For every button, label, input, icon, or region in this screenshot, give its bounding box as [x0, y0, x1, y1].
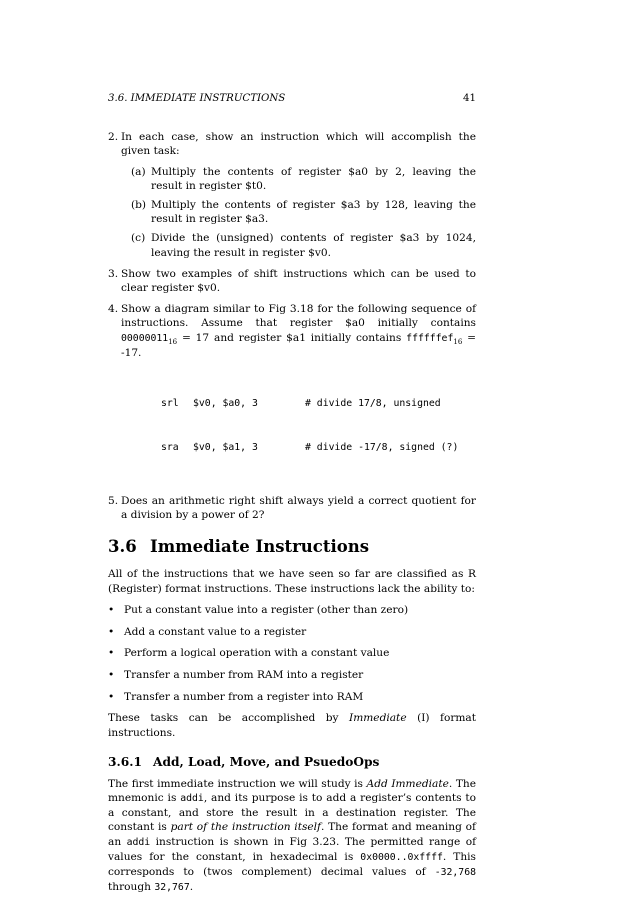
list-item [108, 603, 476, 617]
subsection-heading [108, 754, 476, 770]
paragraph-text: (I) format instructions. [108, 712, 477, 739]
subsection-number: 3.6.1 [108, 754, 142, 769]
paragraph-text: The first immediate instruction we will study is [108, 777, 367, 790]
exercise-number: 2. [108, 131, 119, 144]
inline-code: addi [180, 792, 204, 804]
section-intro: All of the instructions that we have seen so far are classified as R (Register) format instructions. These instructions lack the ability to: [108, 568, 476, 595]
exercise-number: 4. [108, 303, 119, 316]
exercise-text: In each case, show an instruction which will accomplish the given task: [121, 131, 476, 158]
code-line [161, 397, 476, 412]
code-line [161, 441, 476, 456]
exercise-3 [108, 267, 476, 295]
page-number: 41 [463, 93, 476, 104]
item-label: (c) [131, 232, 146, 245]
header-section-title: 3.6. IMMEDIATE INSTRUCTIONS [108, 93, 286, 104]
inline-code: 0x0000..0xffff [360, 851, 443, 863]
list-item-text: Transfer a number from RAM into a register [124, 668, 364, 681]
paragraph-text: . The format and meaning of an [108, 821, 476, 848]
exercise-item [131, 231, 476, 259]
code-operands: $v0, $a1, 3 [193, 441, 258, 453]
code-comment: # divide -17/8, signed (?) [305, 441, 459, 453]
inline-code: addi [126, 836, 151, 848]
section-number: 3.6 [108, 537, 137, 557]
paragraph-text: . The mnemonic is [108, 777, 476, 804]
list-item [108, 690, 476, 704]
exercise-text: Show a diagram similar to Fig 3.18 for the following sequence of instructions. Assume that register $a0 initially contains [121, 303, 476, 330]
exercise-4 [108, 302, 476, 484]
code-block [161, 368, 476, 484]
paragraph-text: . [189, 881, 194, 894]
emphasis: Add Immediate [366, 777, 449, 790]
exercise-text: Does an arithmetic right shift always yield a correct quotient for a division by a power of 2? [121, 495, 476, 522]
exercise-text: Show two examples of shift instructions which can be used to clear register $v0. [121, 267, 476, 295]
exercise-2 [108, 130, 476, 260]
list-item-text: Perform a logical operation with a constant value [124, 647, 390, 660]
section-heading [108, 537, 476, 557]
exercise-item [131, 198, 476, 226]
subsection-title: Add, Load, Move, and PsuedoOps [153, 754, 380, 769]
exercise-5 [108, 494, 476, 522]
section-closing [108, 711, 476, 739]
base-subscript: 16 [168, 337, 178, 346]
subsection-paragraph [108, 777, 476, 896]
exercise-number: 3. [108, 267, 119, 280]
paragraph-text: through [108, 881, 155, 894]
exercise-2-items [121, 165, 476, 260]
exercise-text: = -17. [121, 331, 477, 359]
base-subscript: 16 [453, 337, 463, 346]
emphasis: Immediate [349, 712, 407, 725]
list-item [108, 668, 476, 682]
item-label: (a) [131, 165, 146, 178]
bullet-icon: • [108, 603, 115, 616]
hex-value-a0: 00000011 [121, 332, 169, 344]
hex-value-a1: ffffffef [406, 332, 454, 344]
code-opcode: sra [161, 441, 179, 453]
page [108, 92, 476, 901]
inline-code: -32,768 [434, 867, 476, 878]
item-text: Divide the (unsigned) contents of register $a3 by 1024, leaving the result in register $v0. [151, 232, 476, 259]
list-item-text: Transfer a number from a register into RAM [124, 690, 364, 703]
item-text: Multiply the contents of register $a3 by 128, leaving the result in register $a3. [151, 199, 476, 226]
exercise-number: 5. [108, 495, 119, 508]
item-label: (b) [131, 199, 147, 212]
list-item-text: Put a constant value into a register (other than zero) [124, 603, 409, 616]
code-opcode: srl [161, 398, 179, 410]
exercise-list [108, 130, 476, 522]
paragraph-text: , and its purpose is to add a register’s contents to a constant, and store the result in a destination register. The constant is [108, 791, 476, 834]
section-title: Immediate Instructions [150, 537, 370, 557]
paragraph-text: These tasks can be accomplished by [108, 712, 350, 725]
bullet-icon: • [108, 668, 115, 681]
list-item-text: Add a constant value to a register [124, 625, 307, 638]
paragraph-text: . This corresponds to (twos complement) decimal values of [108, 850, 476, 878]
code-operands: $v0, $a0, 3 [193, 398, 258, 410]
running-header [108, 92, 476, 106]
list-item [108, 625, 476, 639]
inline-code: 32,767 [154, 882, 190, 894]
exercise-item [131, 165, 476, 193]
bullet-icon: • [108, 647, 115, 660]
exercise-text: = 17 and register $a1 initially contains [177, 331, 407, 344]
bullet-icon: • [108, 625, 115, 638]
paragraph-text: instruction is shown in Fig 3.23. The permitted range of values for the constant, in hexadecimal is [108, 835, 476, 863]
list-item [108, 646, 476, 660]
bullet-icon: • [108, 690, 115, 703]
item-text: Multiply the contents of register $a0 by 2, leaving the result in register $t0. [151, 165, 476, 192]
bullet-list [108, 603, 476, 704]
code-comment: # divide 17/8, unsigned [305, 398, 441, 410]
emphasis: part of the instruction itself [170, 821, 321, 834]
